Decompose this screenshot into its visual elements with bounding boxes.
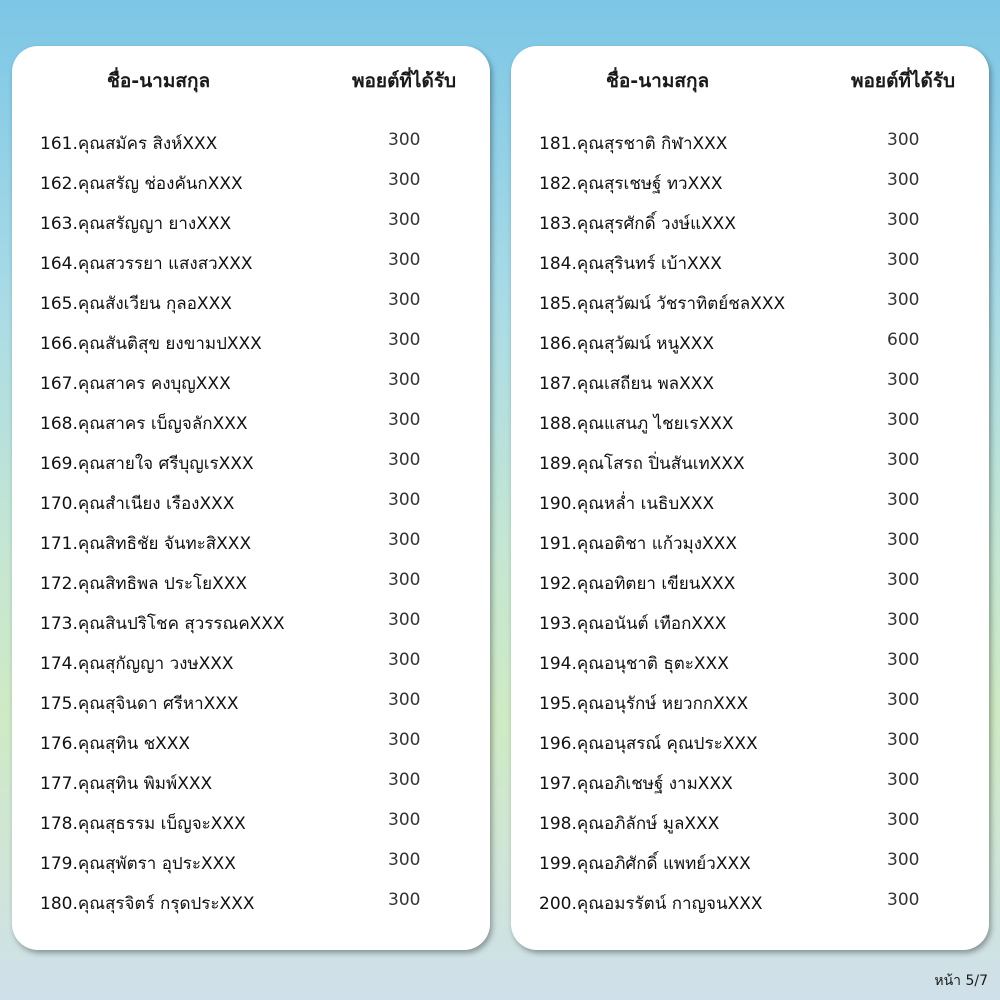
member-points: 300 [887,650,920,670]
member-name: 170.คุณสำเนียง เรืองXXX [40,494,235,514]
list-item [12,324,490,364]
member-points: 300 [887,570,920,590]
list-item [12,204,490,244]
member-name: 172.คุณสิทธิพล ประโยXXX [40,574,248,594]
member-name: 197.คุณอภิเชษฐ์ งามXXX [539,774,733,794]
member-name: 179.คุณสุพัตรา อุประXXX [40,854,236,874]
member-name: 174.คุณสุกัญญา วงษXXX [40,654,234,674]
right-list [511,124,989,924]
member-points: 300 [388,450,421,470]
member-name: 173.คุณสินปริโชค สุวรรณคXXX [40,614,285,634]
list-item [511,364,989,404]
list-item [12,684,490,724]
member-name: 190.คุณหล่ำ เนธิบXXX [539,494,715,514]
list-item [12,844,490,884]
list-item [12,644,490,684]
member-name: 181.คุณสุรชาติ กิฬาXXX [539,134,728,154]
list-item [511,244,989,284]
member-points: 300 [887,210,920,230]
name-column-header: ชื่อ-นามสกุล [606,70,710,92]
member-points: 300 [388,610,421,630]
member-name: 167.คุณสาคร คงบุญXXX [40,374,231,394]
list-item [12,284,490,324]
list-item [511,524,989,564]
member-name: 186.คุณสุวัฒน์ หนูXXX [539,334,715,354]
left-list [12,124,490,924]
member-name: 169.คุณสายใจ ศรีบุญเรXXX [40,454,254,474]
member-name: 176.คุณสุทิน ชXXX [40,734,191,754]
list-item [511,164,989,204]
member-points: 300 [887,850,920,870]
list-item [511,564,989,604]
member-name: 200.คุณอมรรัตน์ กาญจนXXX [539,894,763,914]
member-name: 166.คุณสันติสุข ยงขามปXXX [40,334,262,354]
member-name: 178.คุณสุธรรม เบ็ญจะXXX [40,814,246,834]
right-list-panel [511,46,989,950]
member-name: 198.คุณอภิลักษ์ มูลXXX [539,814,720,834]
member-points: 300 [388,810,421,830]
member-points: 300 [388,170,421,190]
list-item [511,844,989,884]
member-points: 300 [388,890,421,910]
member-name: 161.คุณสมัคร สิงห์XXX [40,134,218,154]
member-points: 300 [388,850,421,870]
member-points: 300 [887,530,920,550]
member-points: 600 [887,330,920,350]
member-name: 199.คุณอภิศักดิ์ แพทย์วXXX [539,854,751,874]
member-points: 300 [388,730,421,750]
member-points: 300 [388,530,421,550]
member-name: 175.คุณสุจินดา ศรีหาXXX [40,694,239,714]
left-list-panel [12,46,490,950]
list-item [12,804,490,844]
member-points: 300 [388,330,421,350]
member-points: 300 [388,650,421,670]
page-number: หน้า 5/7 [934,973,988,989]
list-item [511,284,989,324]
member-name: 188.คุณแสนภู ไชยเรXXX [539,414,734,434]
list-item [511,804,989,844]
member-points: 300 [388,490,421,510]
member-points: 300 [388,370,421,390]
member-name: 187.คุณเสถียน พลXXX [539,374,715,394]
points-column-header: พอยต์ที่ได้รับ [851,70,956,92]
member-name: 180.คุณสุรจิตร์ กรุดประXXX [40,894,255,914]
list-item [511,124,989,164]
member-name: 164.คุณสวรรยา แสงสวXXX [40,254,253,274]
member-points: 300 [887,250,920,270]
list-item [511,604,989,644]
member-points: 300 [388,130,421,150]
list-item [12,124,490,164]
member-points: 300 [388,250,421,270]
member-points: 300 [887,810,920,830]
list-item [511,204,989,244]
list-item [12,404,490,444]
member-name: 182.คุณสุรเชษฐ์ ทวXXX [539,174,723,194]
member-name: 192.คุณอทิตยา เขียนXXX [539,574,736,594]
list-item [12,764,490,804]
member-points: 300 [887,290,920,310]
member-name: 185.คุณสุวัฒน์ วัชราทิตย์ชลXXX [539,294,786,314]
list-item [12,244,490,284]
member-points: 300 [388,770,421,790]
member-name: 194.คุณอนุชาติ ธุตะXXX [539,654,729,674]
list-item [511,724,989,764]
list-item [12,884,490,924]
list-item [12,604,490,644]
list-item [511,764,989,804]
list-item [511,484,989,524]
list-item [511,324,989,364]
list-item [12,164,490,204]
list-item [511,884,989,924]
member-name: 163.คุณสรัญญา ยางXXX [40,214,232,234]
member-name: 168.คุณสาคร เบ็ญจลักXXX [40,414,248,434]
member-name: 171.คุณสิทธิชัย จันทะสิXXX [40,534,252,554]
member-points: 300 [887,130,920,150]
list-item [12,484,490,524]
member-name: 177.คุณสุทิน พิมพ์XXX [40,774,213,794]
member-points: 300 [388,570,421,590]
member-points: 300 [388,210,421,230]
member-points: 300 [887,410,920,430]
member-points: 300 [887,170,920,190]
member-name: 193.คุณอนันต์ เทือกXXX [539,614,727,634]
member-name: 189.คุณโสรถ ปิ่นสันเทXXX [539,454,745,474]
member-points: 300 [887,450,920,470]
member-points: 300 [887,890,920,910]
member-name: 162.คุณสรัญ ช่องคันกXXX [40,174,243,194]
list-item [12,724,490,764]
member-name: 165.คุณสังเวียน กุลอXXX [40,294,232,314]
list-item [511,404,989,444]
list-item [511,444,989,484]
points-column-header: พอยต์ที่ได้รับ [352,70,457,92]
member-points: 300 [388,290,421,310]
name-column-header: ชื่อ-นามสกุล [107,70,211,92]
list-item [12,564,490,604]
list-item [12,444,490,484]
member-points: 300 [887,730,920,750]
list-item [511,684,989,724]
member-points: 300 [388,690,421,710]
list-item [12,524,490,564]
list-item [12,364,490,404]
member-name: 195.คุณอนุรักษ์ หยวกกXXX [539,694,749,714]
member-points: 300 [887,370,920,390]
member-name: 196.คุณอนุสรณ์ คุณประXXX [539,734,758,754]
member-name: 183.คุณสุรศักดิ์ วงษ์แXXX [539,214,736,234]
member-points: 300 [887,770,920,790]
member-name: 191.คุณอติชา แก้วมุงXXX [539,534,737,554]
list-item [511,644,989,684]
member-name: 184.คุณสุรินทร์ เบ้าXXX [539,254,722,274]
member-points: 300 [887,490,920,510]
member-points: 300 [887,690,920,710]
member-points: 300 [388,410,421,430]
member-points: 300 [887,610,920,630]
